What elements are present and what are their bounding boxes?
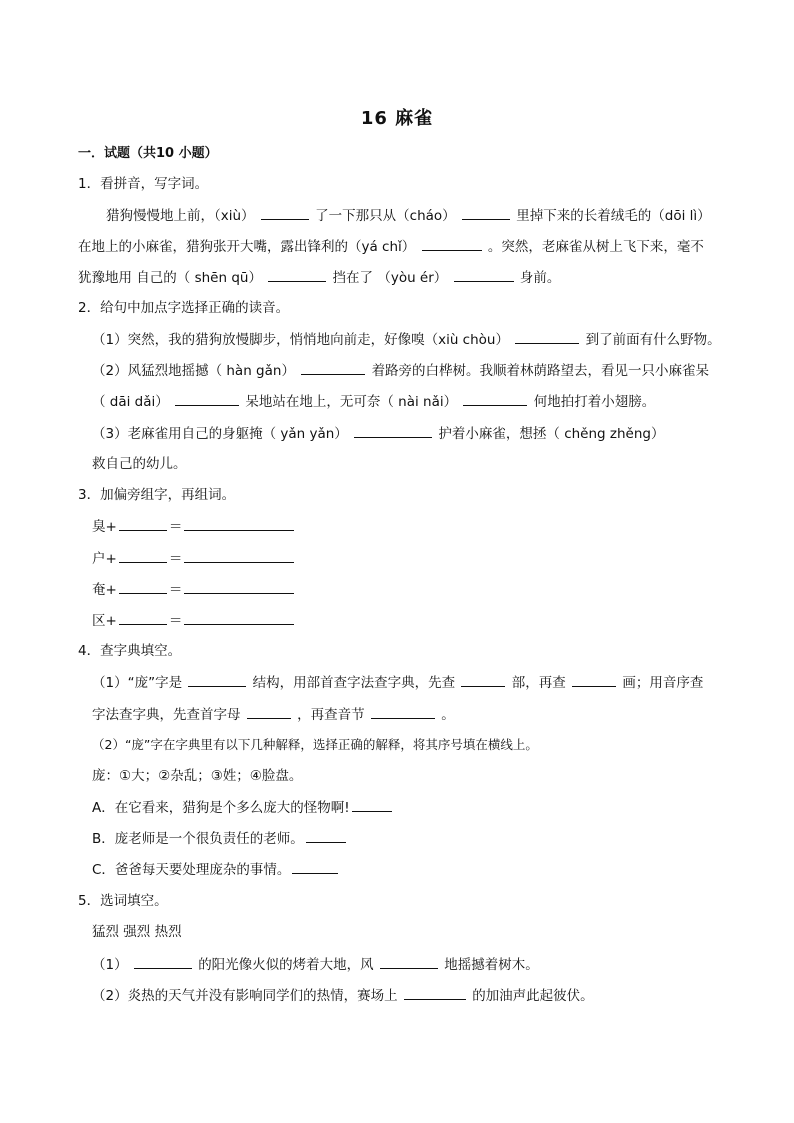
q3-item bbox=[92, 610, 742, 631]
answer-blank[interactable] bbox=[134, 954, 192, 969]
q4-option-c bbox=[92, 859, 742, 880]
q2-line-3 bbox=[92, 391, 742, 412]
answer-blank[interactable] bbox=[352, 797, 392, 812]
q2-text: （1）突然，我的猎狗放慢脚步，悄悄地向前走，好像嗅（xiù chòu） bbox=[92, 332, 509, 348]
answer-blank[interactable] bbox=[454, 267, 514, 282]
q4-text: 画；用音序查 bbox=[622, 675, 704, 691]
answer-blank[interactable] bbox=[404, 985, 466, 1000]
q5-line-2 bbox=[92, 985, 742, 1006]
q2-text: （ dāi dǎi） bbox=[92, 394, 169, 410]
answer-blank[interactable] bbox=[268, 267, 326, 282]
equals-sign: ＝ bbox=[168, 613, 183, 629]
answer-blank[interactable] bbox=[515, 329, 579, 344]
q4-line-1 bbox=[92, 672, 742, 693]
equals-sign: ＝ bbox=[168, 551, 183, 567]
q1-text: 犹豫地用 自己的（ shēn qū） bbox=[78, 270, 262, 286]
q5-heading: 5．选词填空。 bbox=[78, 893, 168, 909]
answer-blank[interactable] bbox=[247, 704, 291, 719]
q2-text: 呆地站在地上，无可奈（ nài nǎi） bbox=[245, 394, 458, 410]
q2-text: （2）风猛烈地摇撼（ hàn gǎn） bbox=[92, 363, 295, 379]
answer-blank[interactable] bbox=[371, 704, 435, 719]
radical-label: 区+ bbox=[92, 613, 117, 629]
q2-line-1 bbox=[92, 329, 742, 350]
q1-line-1 bbox=[106, 205, 756, 226]
answer-blank[interactable] bbox=[292, 859, 338, 874]
q4-option-b bbox=[92, 828, 742, 849]
q4-text: 结构，用部首查字法查字典，先查 bbox=[252, 675, 456, 691]
radical-label: 臭+ bbox=[92, 519, 117, 535]
q2-line-4 bbox=[92, 423, 742, 444]
q2-line-2 bbox=[92, 360, 742, 381]
q1-text: 了一下那只从（cháo） bbox=[315, 208, 456, 224]
answer-blank[interactable] bbox=[463, 391, 527, 406]
q5-text: 的阳光像火似的烤着大地，风 bbox=[198, 957, 374, 973]
q1-text: 在地上的小麻雀，猎狗张开大嘴，露出锋利的（yá chǐ） bbox=[78, 239, 416, 255]
q4-text: C．爸爸每天要处理庞杂的事情。 bbox=[92, 862, 291, 878]
q4-option-a bbox=[92, 797, 742, 818]
answer-blank[interactable] bbox=[119, 610, 167, 625]
q4-meanings: 庞：①大；②杂乱；③姓；④脸盘。 bbox=[92, 768, 303, 784]
answer-blank[interactable] bbox=[188, 672, 246, 687]
q3-item bbox=[92, 516, 742, 537]
radical-label: 奄+ bbox=[92, 582, 117, 598]
answer-blank[interactable] bbox=[422, 236, 482, 251]
q4-line-3: （2）“庞”字在字典里有以下几种解释，选择正确的解释，将其序号填在横线上。 bbox=[92, 737, 538, 752]
answer-blank[interactable] bbox=[461, 672, 505, 687]
q5-text: 地摇撼着树木。 bbox=[444, 957, 539, 973]
q4-text: （1）“庞”字是 bbox=[92, 675, 183, 691]
answer-blank[interactable] bbox=[184, 548, 294, 563]
answer-blank[interactable] bbox=[301, 360, 365, 375]
q3-item bbox=[92, 548, 742, 569]
q4-heading: 4．查字典填空。 bbox=[78, 643, 182, 659]
answer-blank[interactable] bbox=[175, 391, 239, 406]
q3-item bbox=[92, 579, 742, 600]
q4-text: 。 bbox=[441, 707, 455, 723]
answer-blank[interactable] bbox=[462, 205, 510, 220]
answer-blank[interactable] bbox=[184, 516, 294, 531]
q5-text: （2）炎热的天气并没有影响同学们的热情，赛场上 bbox=[92, 988, 398, 1004]
q1-text: 。突然，老麻雀从树上飞下来，毫不 bbox=[487, 239, 704, 255]
q5-line-1 bbox=[92, 954, 742, 975]
equals-sign: ＝ bbox=[168, 519, 183, 535]
radical-label: 户+ bbox=[92, 551, 117, 567]
answer-blank[interactable] bbox=[119, 579, 167, 594]
equals-sign: ＝ bbox=[168, 582, 183, 598]
answer-blank[interactable] bbox=[261, 205, 309, 220]
q4-text: ，再查音节 bbox=[297, 707, 365, 723]
q1-line-2 bbox=[78, 236, 728, 257]
q2-text: 何地拍打着小翅膀。 bbox=[533, 394, 656, 410]
answer-blank[interactable] bbox=[119, 516, 167, 531]
page-title: 16 麻雀 bbox=[360, 108, 434, 129]
answer-blank[interactable] bbox=[306, 828, 346, 843]
q1-heading: 1．看拼音，写字词。 bbox=[78, 176, 209, 192]
q5-text: 的加油声此起彼伏。 bbox=[472, 988, 594, 1004]
answer-blank[interactable] bbox=[119, 548, 167, 563]
q2-text: （3）老麻雀用自己的身躯掩（ yǎn yǎn） bbox=[92, 426, 348, 442]
q4-text: 部，再查 bbox=[511, 675, 566, 691]
answer-blank[interactable] bbox=[572, 672, 616, 687]
q1-text: 猎狗慢慢地上前，（xiù） bbox=[106, 208, 255, 224]
section-heading: 一．试题（共10 小题） bbox=[78, 146, 218, 161]
q1-text: 里掉下来的长着绒毛的（dōi lì） bbox=[516, 208, 711, 224]
answer-blank[interactable] bbox=[184, 579, 294, 594]
q1-text: 身前。 bbox=[519, 270, 561, 286]
q2-line-5: 救自己的幼儿。 bbox=[92, 456, 187, 472]
q4-text: 字法查字典，先查首字母 bbox=[92, 707, 241, 723]
q5-word-bank: 猛烈 强烈 热烈 bbox=[92, 924, 182, 940]
answer-blank[interactable] bbox=[380, 954, 438, 969]
q2-text: 护着小麻雀，想拯（ chěng zhěng） bbox=[438, 426, 665, 442]
q3-heading: 3．加偏旁组字，再组词。 bbox=[78, 487, 236, 503]
answer-blank[interactable] bbox=[354, 423, 432, 438]
q4-text: B．庞老师是一个很负责任的老师。 bbox=[92, 831, 304, 847]
q2-heading: 2．给句中加点字选择正确的读音。 bbox=[78, 300, 290, 316]
q1-text: 挡在了 （yòu ér） bbox=[332, 270, 448, 286]
q2-text: 着路旁的白桦树。我顺着林荫路望去，看见一只小麻雀呆 bbox=[371, 363, 710, 379]
answer-blank[interactable] bbox=[184, 610, 294, 625]
q5-text: （1） bbox=[92, 957, 128, 973]
q4-line-2 bbox=[92, 704, 742, 725]
q4-text: A．在它看来，猎狗是个多么庞大的怪物啊! bbox=[92, 800, 350, 816]
q2-text: 到了前面有什么野物。 bbox=[585, 332, 721, 348]
q1-line-3 bbox=[78, 267, 728, 288]
